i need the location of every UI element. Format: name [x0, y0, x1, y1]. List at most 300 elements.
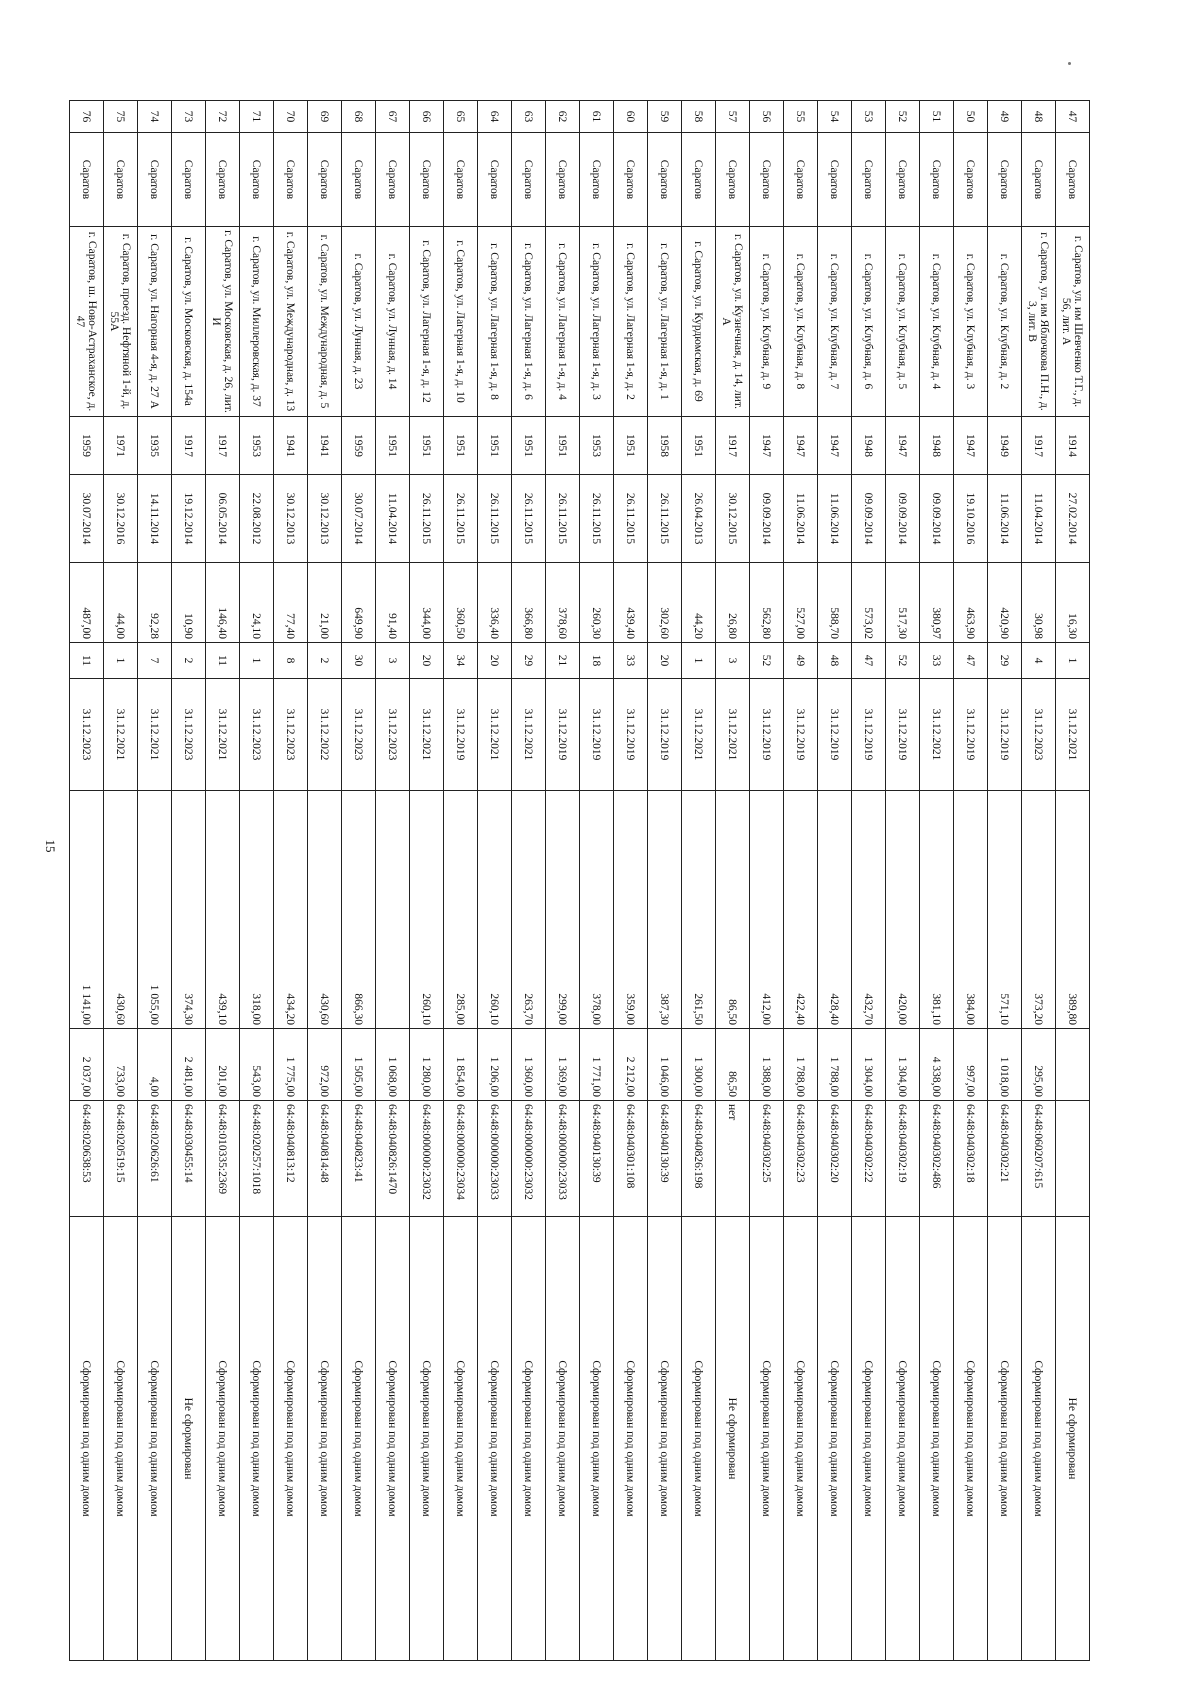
- emergency-area-cell: 24,10: [240, 563, 274, 643]
- table-row: [784, 101, 818, 1661]
- cadastral-number-cell: 64:48:040302:486: [920, 1101, 954, 1217]
- city-cell: Саратов: [920, 133, 954, 227]
- address-cell: г. Саратов, ул. Лагерная 1-я, д. 1: [648, 227, 682, 417]
- area-value-cell: 285,00: [444, 791, 478, 1029]
- emergency-area-cell: 260,30: [580, 563, 614, 643]
- cadastral-number-cell: 64:48:010335:2369: [206, 1101, 240, 1217]
- cadastral-number-cell: 64:48:040302:18: [954, 1101, 988, 1217]
- cadastral-number-cell: 64:48:040302:21: [988, 1101, 1022, 1217]
- row-number-cell: 59: [648, 101, 682, 133]
- city-cell: Саратов: [682, 133, 716, 227]
- table-row: [648, 101, 682, 1661]
- city-cell: Саратов: [206, 133, 240, 227]
- emergency-area-cell: 91,40: [376, 563, 410, 643]
- area-value-cell: 439,10: [206, 791, 240, 1029]
- address-cell: г. Саратов, ул. Международная, д. 5: [308, 227, 342, 417]
- row-number-cell: 48: [1022, 101, 1056, 133]
- row-number-cell: 61: [580, 101, 614, 133]
- build-year-cell: 1951: [410, 417, 444, 475]
- residents-count-cell: 1: [104, 643, 138, 679]
- land-area-cell: 1 046,00: [648, 1029, 682, 1101]
- emergency-area-cell: 92,28: [138, 563, 172, 643]
- resettlement-deadline-cell: 31.12.2021: [920, 679, 954, 791]
- city-cell: Саратов: [818, 133, 852, 227]
- address-cell: г. Саратов, ул. Клубная, д. 3: [954, 227, 988, 417]
- land-area-cell: 86,50: [716, 1029, 750, 1101]
- build-year-cell: 1947: [750, 417, 784, 475]
- row-number-cell: 60: [614, 101, 648, 133]
- table-row: [988, 101, 1022, 1661]
- land-status-cell: Сформирован под одним домом: [206, 1217, 240, 1661]
- build-year-cell: 1947: [954, 417, 988, 475]
- table-row: [70, 101, 104, 1661]
- residents-count-cell: 30: [342, 643, 376, 679]
- land-area-cell: 997,00: [954, 1029, 988, 1101]
- recognition-date-cell: 26.11.2015: [444, 475, 478, 563]
- build-year-cell: 1917: [1022, 417, 1056, 475]
- build-year-cell: 1941: [274, 417, 308, 475]
- land-area-cell: 4 338,00: [920, 1029, 954, 1101]
- residents-count-cell: 2: [308, 643, 342, 679]
- build-year-cell: 1949: [988, 417, 1022, 475]
- row-number-cell: 72: [206, 101, 240, 133]
- row-number-cell: 65: [444, 101, 478, 133]
- area-value-cell: 434,20: [274, 791, 308, 1029]
- residents-count-cell: 29: [988, 643, 1022, 679]
- recognition-date-cell: 30.12.2013: [308, 475, 342, 563]
- cadastral-number-cell: 64:48:000000:23033: [478, 1101, 512, 1217]
- build-year-cell: 1951: [512, 417, 546, 475]
- resettlement-deadline-cell: 31.12.2023: [1022, 679, 1056, 791]
- row-number-cell: 68: [342, 101, 376, 133]
- land-status-cell: Сформирован под одним домом: [954, 1217, 988, 1661]
- cadastral-number-cell: [1056, 1101, 1090, 1217]
- table-row: [308, 101, 342, 1661]
- recognition-date-cell: 26.11.2015: [478, 475, 512, 563]
- resettlement-deadline-cell: 31.12.2021: [512, 679, 546, 791]
- area-value-cell: 261,50: [682, 791, 716, 1029]
- recognition-date-cell: 19.12.2014: [172, 475, 206, 563]
- area-value-cell: 381,10: [920, 791, 954, 1029]
- table-row: [886, 101, 920, 1661]
- cadastral-number-cell: 64:48:040826:198: [682, 1101, 716, 1217]
- land-area-cell: 4,00: [138, 1029, 172, 1101]
- city-cell: Саратов: [988, 133, 1022, 227]
- recognition-date-cell: 30.12.2016: [104, 475, 138, 563]
- emergency-area-cell: 360,50: [444, 563, 478, 643]
- cadastral-number-cell: 64:48:040302:23: [784, 1101, 818, 1217]
- residents-count-cell: 29: [512, 643, 546, 679]
- table-row: [512, 101, 546, 1661]
- land-area-cell: 733,00: [104, 1029, 138, 1101]
- resettlement-deadline-cell: 31.12.2023: [274, 679, 308, 791]
- row-number-cell: 63: [512, 101, 546, 133]
- cadastral-number-cell: 64:48:040302:25: [750, 1101, 784, 1217]
- land-status-cell: Сформирован под одним домом: [410, 1217, 444, 1661]
- city-cell: Саратов: [1022, 133, 1056, 227]
- address-cell: г. Саратов, ул. Московская, д. 154а: [172, 227, 206, 417]
- land-status-cell: Сформирован под одним домом: [104, 1217, 138, 1661]
- land-status-cell: Сформирован под одним домом: [308, 1217, 342, 1661]
- address-cell: г. Саратов, ул. Лагерная 1-я, д. 6: [512, 227, 546, 417]
- city-cell: Саратов: [512, 133, 546, 227]
- build-year-cell: 1917: [206, 417, 240, 475]
- cadastral-number-cell: 64:48:040302:20: [818, 1101, 852, 1217]
- row-number-cell: 66: [410, 101, 444, 133]
- address-cell: г. Саратов, ул. Клубная, д. 7: [818, 227, 852, 417]
- land-area-cell: 1 304,00: [852, 1029, 886, 1101]
- address-cell: г. Саратов, ул. Лунная, д. 14: [376, 227, 410, 417]
- scan-speck: [1068, 62, 1071, 65]
- emergency-area-cell: 562,80: [750, 563, 784, 643]
- row-number-cell: 49: [988, 101, 1022, 133]
- build-year-cell: 1953: [240, 417, 274, 475]
- address-cell: г. Саратов, ул. Клубная, д. 9: [750, 227, 784, 417]
- area-value-cell: 318,00: [240, 791, 274, 1029]
- city-cell: Саратов: [138, 133, 172, 227]
- build-year-cell: 1941: [308, 417, 342, 475]
- table-row: [410, 101, 444, 1661]
- area-value-cell: 571,10: [988, 791, 1022, 1029]
- recognition-date-cell: 09.09.2014: [750, 475, 784, 563]
- address-cell: г. Саратов, ул. Клубная, д. 4: [920, 227, 954, 417]
- residents-count-cell: 33: [920, 643, 954, 679]
- land-status-cell: Сформирован под одним домом: [478, 1217, 512, 1661]
- build-year-cell: 1953: [580, 417, 614, 475]
- residents-count-cell: 34: [444, 643, 478, 679]
- land-status-cell: Сформирован под одним домом: [274, 1217, 308, 1661]
- land-area-cell: 972,00: [308, 1029, 342, 1101]
- recognition-date-cell: 19.10.2016: [954, 475, 988, 563]
- cadastral-number-cell: 64:48:040301:108: [614, 1101, 648, 1217]
- row-number-cell: 51: [920, 101, 954, 133]
- build-year-cell: 1914: [1056, 417, 1090, 475]
- land-status-cell: Сформирован под одним домом: [1022, 1217, 1056, 1661]
- build-year-cell: 1959: [70, 417, 104, 475]
- emergency-area-cell: 573,02: [852, 563, 886, 643]
- row-number-cell: 64: [478, 101, 512, 133]
- land-status-cell: Не сформирован: [1056, 1217, 1090, 1661]
- row-number-cell: 55: [784, 101, 818, 133]
- land-area-cell: 1 280,00: [410, 1029, 444, 1101]
- land-area-cell: 1 854,00: [444, 1029, 478, 1101]
- cadastral-number-cell: 64:48:040130:39: [580, 1101, 614, 1217]
- recognition-date-cell: 09.09.2014: [920, 475, 954, 563]
- address-cell: г. Саратов, ул. Клубная, д. 8: [784, 227, 818, 417]
- land-status-cell: Сформирован под одним домом: [546, 1217, 580, 1661]
- land-area-cell: 1 388,00: [750, 1029, 784, 1101]
- land-area-cell: 295,00: [1022, 1029, 1056, 1101]
- city-cell: Саратов: [410, 133, 444, 227]
- land-status-cell: Сформирован под одним домом: [886, 1217, 920, 1661]
- land-area-cell: 2 037,00: [70, 1029, 104, 1101]
- city-cell: Саратов: [852, 133, 886, 227]
- area-value-cell: 263,70: [512, 791, 546, 1029]
- residents-count-cell: 4: [1022, 643, 1056, 679]
- city-cell: Саратов: [104, 133, 138, 227]
- address-cell: г. Саратов, проезд. Нефтяной 1-й, д. 55А: [104, 227, 138, 417]
- table-row: [920, 101, 954, 1661]
- residents-count-cell: 33: [614, 643, 648, 679]
- page-number: 15: [43, 839, 58, 853]
- emergency-area-cell: 463,90: [954, 563, 988, 643]
- residents-count-cell: 11: [70, 643, 104, 679]
- address-cell: г. Саратов, ул. им Шевченко Т.Г., д. 56, лит. А: [1056, 227, 1090, 417]
- resettlement-deadline-cell: 31.12.2021: [104, 679, 138, 791]
- cadastral-number-cell: нет: [716, 1101, 750, 1217]
- build-year-cell: 1935: [138, 417, 172, 475]
- land-status-cell: Сформирован под одним домом: [750, 1217, 784, 1661]
- city-cell: Саратов: [274, 133, 308, 227]
- recognition-date-cell: 26.11.2015: [614, 475, 648, 563]
- area-value-cell: 387,30: [648, 791, 682, 1029]
- residents-count-cell: 20: [478, 643, 512, 679]
- residents-count-cell: 47: [852, 643, 886, 679]
- resettlement-deadline-cell: 31.12.2023: [376, 679, 410, 791]
- emergency-area-cell: 77,40: [274, 563, 308, 643]
- city-cell: Саратов: [444, 133, 478, 227]
- cadastral-number-cell: 64:48:040130:39: [648, 1101, 682, 1217]
- table-row: [444, 101, 478, 1661]
- build-year-cell: 1951: [444, 417, 478, 475]
- address-cell: г. Саратов, ул. Клубная, д. 5: [886, 227, 920, 417]
- row-number-cell: 69: [308, 101, 342, 133]
- emergency-area-cell: 44,20: [682, 563, 716, 643]
- residents-count-cell: 52: [750, 643, 784, 679]
- recognition-date-cell: 30.12.2013: [274, 475, 308, 563]
- land-area-cell: 1 505,00: [342, 1029, 376, 1101]
- cadastral-number-cell: 64:48:000000:23032: [410, 1101, 444, 1217]
- recognition-date-cell: 11.06.2014: [818, 475, 852, 563]
- area-value-cell: 1 141,00: [70, 791, 104, 1029]
- table-row: [1022, 101, 1056, 1661]
- city-cell: Саратов: [716, 133, 750, 227]
- emergency-area-cell: 378,60: [546, 563, 580, 643]
- emergency-area-cell: 380,97: [920, 563, 954, 643]
- resettlement-deadline-cell: 31.12.2019: [988, 679, 1022, 791]
- city-cell: Саратов: [172, 133, 206, 227]
- cadastral-number-cell: 64:48:020519:15: [104, 1101, 138, 1217]
- resettlement-deadline-cell: 31.12.2021: [138, 679, 172, 791]
- address-cell: г. Саратов, ул. Лагерная 1-я, д. 12: [410, 227, 444, 417]
- land-area-cell: 2 481,00: [172, 1029, 206, 1101]
- build-year-cell: 1971: [104, 417, 138, 475]
- resettlement-deadline-cell: 31.12.2023: [240, 679, 274, 791]
- address-cell: г. Саратов, ул. Клубная, д. 2: [988, 227, 1022, 417]
- table-body: [70, 101, 1090, 1661]
- table-row: [614, 101, 648, 1661]
- resettlement-deadline-cell: 31.12.2021: [478, 679, 512, 791]
- city-cell: Саратов: [784, 133, 818, 227]
- address-cell: г. Саратов, ул. Лунная, д. 23: [342, 227, 376, 417]
- land-area-cell: 2 212,00: [614, 1029, 648, 1101]
- residents-count-cell: 11: [206, 643, 240, 679]
- row-number-cell: 53: [852, 101, 886, 133]
- resettlement-deadline-cell: 31.12.2019: [614, 679, 648, 791]
- table-row: [240, 101, 274, 1661]
- land-area-cell: 201,00: [206, 1029, 240, 1101]
- recognition-date-cell: 30.07.2014: [342, 475, 376, 563]
- resettlement-deadline-cell: 31.12.2019: [648, 679, 682, 791]
- city-cell: Саратов: [240, 133, 274, 227]
- land-status-cell: Сформирован под одним домом: [784, 1217, 818, 1661]
- resettlement-deadline-cell: 31.12.2021: [1056, 679, 1090, 791]
- table-row: [104, 101, 138, 1661]
- row-number-cell: 73: [172, 101, 206, 133]
- row-number-cell: 52: [886, 101, 920, 133]
- land-status-cell: Сформирован под одним домом: [988, 1217, 1022, 1661]
- city-cell: Саратов: [750, 133, 784, 227]
- emergency-area-cell: 336,40: [478, 563, 512, 643]
- land-status-cell: Сформирован под одним домом: [240, 1217, 274, 1661]
- area-value-cell: 373,20: [1022, 791, 1056, 1029]
- land-status-cell: Сформирован под одним домом: [920, 1217, 954, 1661]
- recognition-date-cell: 09.09.2014: [886, 475, 920, 563]
- resettlement-deadline-cell: 31.12.2021: [682, 679, 716, 791]
- area-value-cell: 260,10: [410, 791, 444, 1029]
- build-year-cell: 1948: [852, 417, 886, 475]
- resettlement-deadline-cell: 31.12.2019: [750, 679, 784, 791]
- recognition-date-cell: 09.09.2014: [852, 475, 886, 563]
- address-cell: г. Саратов, ул. Московская, д. 26, лит. И: [206, 227, 240, 417]
- table-row: [376, 101, 410, 1661]
- recognition-date-cell: 26.11.2015: [512, 475, 546, 563]
- land-area-cell: 1 206,00: [478, 1029, 512, 1101]
- recognition-date-cell: 11.04.2014: [1022, 475, 1056, 563]
- build-year-cell: 1948: [920, 417, 954, 475]
- build-year-cell: 1959: [342, 417, 376, 475]
- build-year-cell: 1951: [614, 417, 648, 475]
- emergency-area-cell: 26,80: [716, 563, 750, 643]
- residents-count-cell: 2: [172, 643, 206, 679]
- land-status-cell: Сформирован под одним домом: [70, 1217, 104, 1661]
- emergency-area-cell: 517,30: [886, 563, 920, 643]
- build-year-cell: 1947: [886, 417, 920, 475]
- recognition-date-cell: 26.11.2015: [580, 475, 614, 563]
- city-cell: Саратов: [614, 133, 648, 227]
- area-value-cell: [376, 791, 410, 1029]
- address-cell: г. Саратов, ул. Лагерная 1-я, д. 3: [580, 227, 614, 417]
- resettlement-deadline-cell: 31.12.2023: [342, 679, 376, 791]
- build-year-cell: 1951: [682, 417, 716, 475]
- build-year-cell: 1951: [546, 417, 580, 475]
- land-area-cell: [1056, 1029, 1090, 1101]
- table-row: [580, 101, 614, 1661]
- table-row: [716, 101, 750, 1661]
- land-status-cell: Сформирован под одним домом: [580, 1217, 614, 1661]
- emergency-area-cell: 527,00: [784, 563, 818, 643]
- address-cell: г. Саратов, ул. Международная, д. 13: [274, 227, 308, 417]
- resettlement-deadline-cell: 31.12.2019: [886, 679, 920, 791]
- residents-count-cell: 1: [682, 643, 716, 679]
- land-status-cell: Сформирован под одним домом: [376, 1217, 410, 1661]
- address-cell: г. Саратов, ул. Нагорная 4-я, д. 27 А: [138, 227, 172, 417]
- emergency-area-cell: 588,70: [818, 563, 852, 643]
- land-status-cell: Не сформирован: [172, 1217, 206, 1661]
- row-number-cell: 70: [274, 101, 308, 133]
- recognition-date-cell: 06.05.2014: [206, 475, 240, 563]
- table-row: [138, 101, 172, 1661]
- recognition-date-cell: 26.11.2015: [410, 475, 444, 563]
- cadastral-number-cell: 64:48:040823:41: [342, 1101, 376, 1217]
- address-cell: г. Саратов, ул. Лагерная 1-я, д. 8: [478, 227, 512, 417]
- emergency-area-cell: 16,30: [1056, 563, 1090, 643]
- row-number-cell: 75: [104, 101, 138, 133]
- row-number-cell: 71: [240, 101, 274, 133]
- row-number-cell: 57: [716, 101, 750, 133]
- resettlement-deadline-cell: 31.12.2021: [716, 679, 750, 791]
- row-number-cell: 74: [138, 101, 172, 133]
- address-cell: г. Саратов, ш. Ново-Астраханское, д. 47: [70, 227, 104, 417]
- emergency-area-cell: 30,98: [1022, 563, 1056, 643]
- residents-count-cell: 20: [648, 643, 682, 679]
- residents-count-cell: 49: [784, 643, 818, 679]
- recognition-date-cell: 22.08.2012: [240, 475, 274, 563]
- area-value-cell: 389,80: [1056, 791, 1090, 1029]
- area-value-cell: 428,40: [818, 791, 852, 1029]
- residents-count-cell: 52: [886, 643, 920, 679]
- cadastral-number-cell: 64:48:040302:19: [886, 1101, 920, 1217]
- residents-count-cell: 18: [580, 643, 614, 679]
- land-status-cell: Сформирован под одним домом: [614, 1217, 648, 1661]
- area-value-cell: 299,00: [546, 791, 580, 1029]
- city-cell: Саратов: [376, 133, 410, 227]
- cadastral-number-cell: 64:48:000000:23032: [512, 1101, 546, 1217]
- emergency-area-cell: 21,00: [308, 563, 342, 643]
- housing-table: [69, 100, 1090, 1661]
- land-status-cell: Не сформирован: [716, 1217, 750, 1661]
- land-status-cell: Сформирован под одним домом: [444, 1217, 478, 1661]
- land-area-cell: 1 369,00: [546, 1029, 580, 1101]
- cadastral-number-cell: 64:48:020257:1018: [240, 1101, 274, 1217]
- recognition-date-cell: 11.06.2014: [988, 475, 1022, 563]
- city-cell: Саратов: [648, 133, 682, 227]
- address-cell: г. Саратов, ул. Клубная, д. 6: [852, 227, 886, 417]
- recognition-date-cell: 14.11.2014: [138, 475, 172, 563]
- land-area-cell: 1 775,00: [274, 1029, 308, 1101]
- row-number-cell: 58: [682, 101, 716, 133]
- area-value-cell: 1 055,00: [138, 791, 172, 1029]
- resettlement-deadline-cell: 31.12.2019: [818, 679, 852, 791]
- residents-count-cell: 48: [818, 643, 852, 679]
- resettlement-deadline-cell: 31.12.2019: [580, 679, 614, 791]
- emergency-area-cell: 420,90: [988, 563, 1022, 643]
- address-cell: г. Саратов, ул. Лагерная 1-я, д. 10: [444, 227, 478, 417]
- emergency-area-cell: 366,80: [512, 563, 546, 643]
- table-row: [206, 101, 240, 1661]
- recognition-date-cell: 27.02.2014: [1056, 475, 1090, 563]
- city-cell: Саратов: [1056, 133, 1090, 227]
- table-row: [1056, 101, 1090, 1661]
- area-value-cell: 374,30: [172, 791, 206, 1029]
- emergency-area-cell: 10,90: [172, 563, 206, 643]
- address-cell: г. Саратов, ул. им Яблочкова П.Н., д. 3, лит. В: [1022, 227, 1056, 417]
- build-year-cell: 1947: [784, 417, 818, 475]
- cadastral-number-cell: 64:48:040814:48: [308, 1101, 342, 1217]
- city-cell: Саратов: [478, 133, 512, 227]
- area-value-cell: 420,00: [886, 791, 920, 1029]
- emergency-area-cell: 487,00: [70, 563, 104, 643]
- area-value-cell: 866,30: [342, 791, 376, 1029]
- recognition-date-cell: 11.04.2014: [376, 475, 410, 563]
- recognition-date-cell: 30.12.2015: [716, 475, 750, 563]
- residents-count-cell: 8: [274, 643, 308, 679]
- landscape-sheet: [74, 100, 1090, 1660]
- table-row: [954, 101, 988, 1661]
- area-value-cell: 430,60: [104, 791, 138, 1029]
- table-row: [172, 101, 206, 1661]
- land-area-cell: 543,00: [240, 1029, 274, 1101]
